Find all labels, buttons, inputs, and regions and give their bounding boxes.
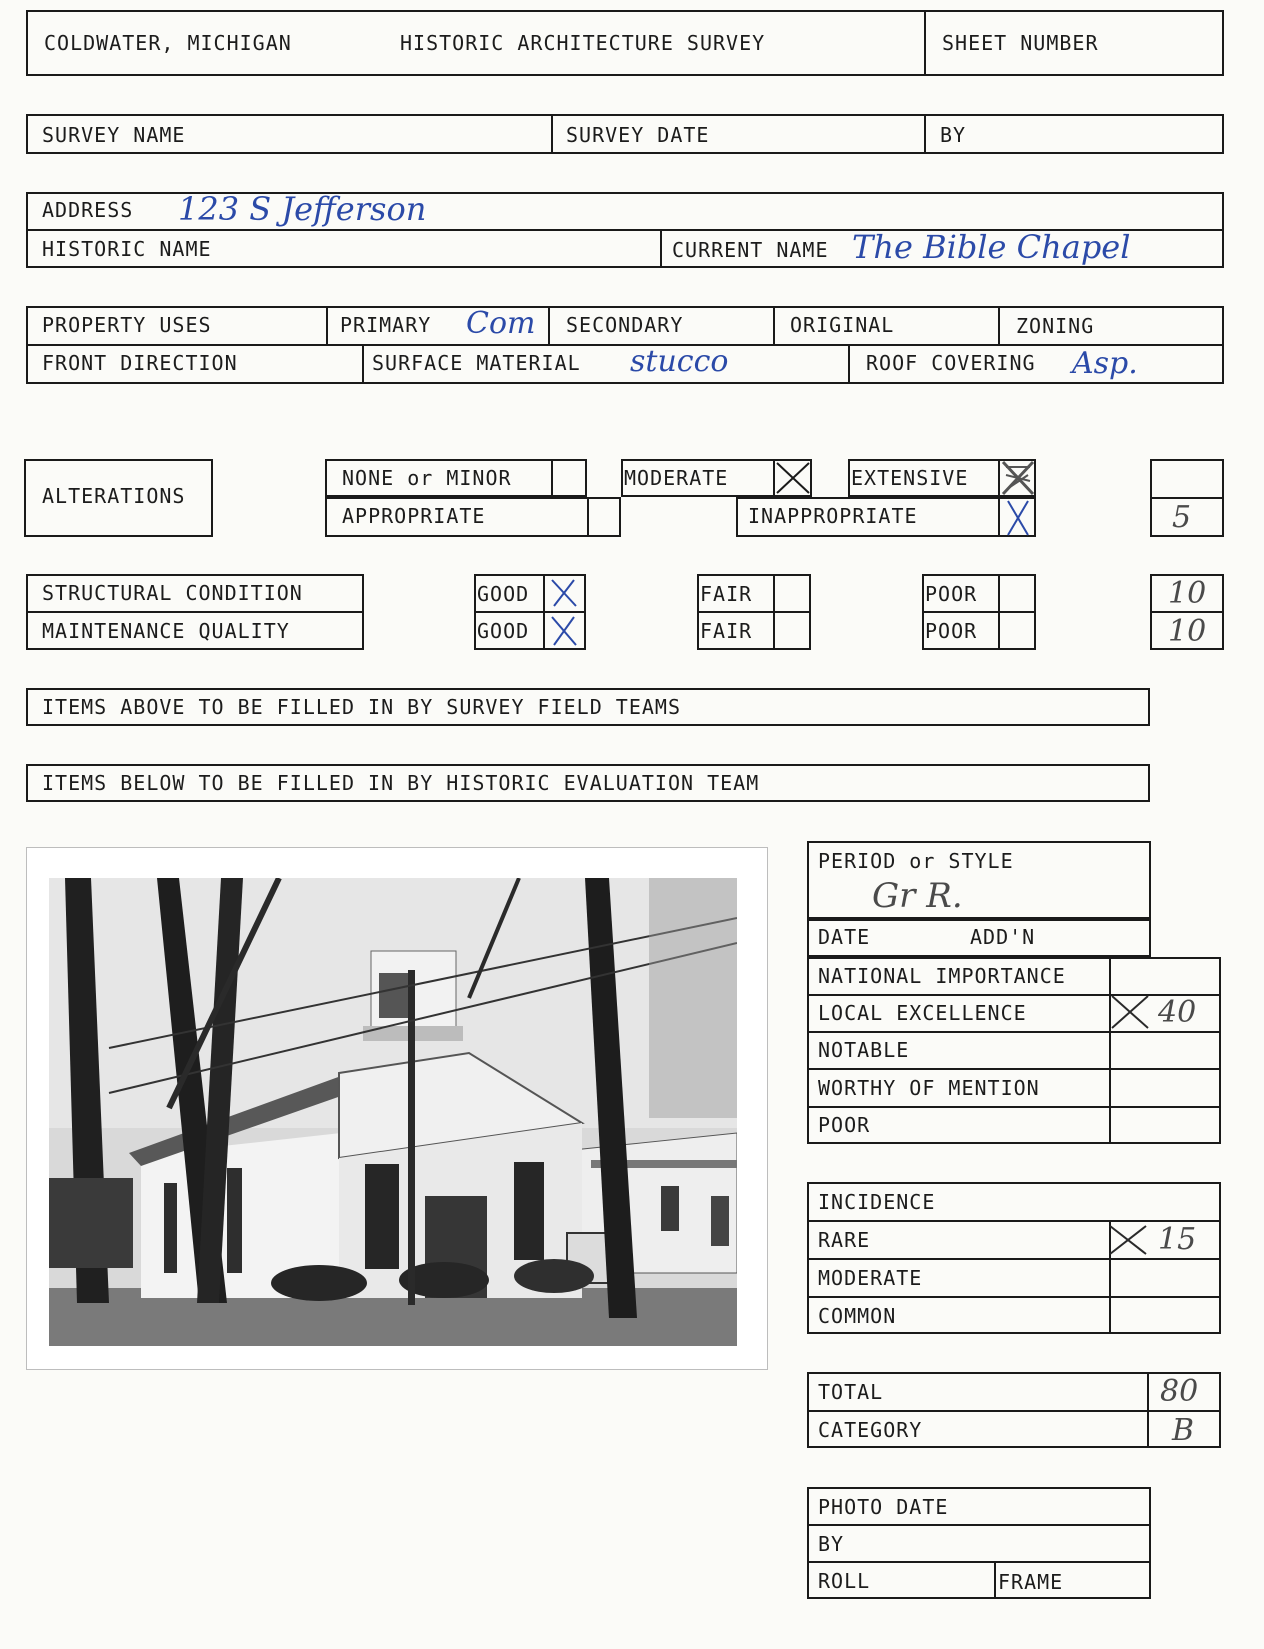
none-minor-label: NONE or MINOR <box>342 466 512 490</box>
current-name-label: CURRENT NAME <box>672 238 829 262</box>
poor-rating-label: POOR <box>818 1113 871 1137</box>
city-label: COLDWATER, MICHIGAN <box>44 31 292 55</box>
structural-condition-label: STRUCTURAL CONDITION <box>42 581 303 605</box>
total-value: 80 <box>1160 1374 1199 1409</box>
inappropriate-x-mark <box>1004 499 1032 537</box>
photo-date-label: PHOTO DATE <box>818 1495 949 1519</box>
date-label: DATE <box>818 925 871 949</box>
appropriate-label: APPROPRIATE <box>342 504 486 528</box>
address-label: ADDRESS <box>42 198 134 222</box>
fair-label-maintenance: FAIR <box>700 619 753 643</box>
good-maintenance-x-mark <box>548 613 580 649</box>
poor-label-maintenance: POOR <box>925 619 978 643</box>
inappropriate-label: INAPPROPRIATE <box>748 504 918 528</box>
rare-label: RARE <box>818 1228 871 1252</box>
incidence-label: INCIDENCE <box>818 1190 936 1214</box>
address-value: 123 S Jefferson <box>178 190 427 228</box>
roof-covering-label: ROOF COVERING <box>866 351 1036 375</box>
building-photo-frame <box>26 847 768 1370</box>
above-note: ITEMS ABOVE TO BE FILLED IN BY SURVEY FIELD TEAMS <box>42 695 682 719</box>
good-label-structural: GOOD <box>477 582 530 606</box>
rare-x-mark <box>1106 1222 1150 1258</box>
survey-date-label: SURVEY DATE <box>566 123 710 147</box>
good-structural-x-mark <box>548 576 580 610</box>
survey-name-label: SURVEY NAME <box>42 123 186 147</box>
local-excellence-label: LOCAL EXCELLENCE <box>818 1001 1027 1025</box>
category-label: CATEGORY <box>818 1418 923 1442</box>
survey-by-label: BY <box>940 123 967 147</box>
current-name-value: The Bible Chapel <box>852 228 1131 266</box>
building-photo <box>49 878 737 1346</box>
extensive-scribble-mark <box>1000 459 1036 497</box>
surface-material-label: SURFACE MATERIAL <box>372 351 581 375</box>
poor-label-structural: POOR <box>925 582 978 606</box>
surface-material-value: stucco <box>630 344 729 379</box>
moderate-incidence-label: MODERATE <box>818 1266 923 1290</box>
addn-label: ADD'N <box>970 925 1036 949</box>
front-direction-label: FRONT DIRECTION <box>42 351 238 375</box>
alterations-score: 5 <box>1172 500 1192 535</box>
zoning-label: ZONING <box>1016 314 1095 338</box>
primary-value: Com <box>466 306 536 341</box>
alterations-label: ALTERATIONS <box>42 484 186 508</box>
local-excellence-score: 40 <box>1158 995 1197 1030</box>
category-value: B <box>1172 1413 1195 1448</box>
common-label: COMMON <box>818 1304 897 1328</box>
roof-covering-value: Asp. <box>1072 346 1138 381</box>
moderate-label: MODERATE <box>624 466 729 490</box>
structural-score: 10 <box>1168 576 1207 611</box>
local-excellence-x-mark <box>1108 992 1152 1032</box>
form-title: HISTORIC ARCHITECTURE SURVEY <box>400 31 766 55</box>
fair-label-structural: FAIR <box>700 582 753 606</box>
worthy-of-mention-label: WORTHY OF MENTION <box>818 1076 1040 1100</box>
below-note: ITEMS BELOW TO BE FILLED IN BY HISTORIC EVALUATION TEAM <box>42 771 760 795</box>
roll-label: ROLL <box>818 1569 871 1593</box>
extensive-label: EXTENSIVE <box>851 466 969 490</box>
sheet-number-label: SHEET NUMBER <box>942 31 1099 55</box>
original-label: ORIGINAL <box>790 313 895 337</box>
notable-label: NOTABLE <box>818 1038 910 1062</box>
period-style-value: Gr R. <box>872 876 963 916</box>
primary-label: PRIMARY <box>340 313 432 337</box>
property-uses-label: PROPERTY USES <box>42 313 212 337</box>
moderate-x-mark <box>775 461 811 495</box>
maintenance-score: 10 <box>1168 614 1207 649</box>
frame-label: FRAME <box>998 1570 1064 1594</box>
national-importance-label: NATIONAL IMPORTANCE <box>818 964 1066 988</box>
rare-score: 15 <box>1158 1222 1197 1257</box>
photo-by-label: BY <box>818 1532 845 1556</box>
period-style-label: PERIOD or STYLE <box>818 849 1014 873</box>
maintenance-quality-label: MAINTENANCE QUALITY <box>42 619 290 643</box>
good-label-maintenance: GOOD <box>477 619 530 643</box>
secondary-label: SECONDARY <box>566 313 684 337</box>
historic-name-label: HISTORIC NAME <box>42 237 212 261</box>
total-label: TOTAL <box>818 1380 884 1404</box>
